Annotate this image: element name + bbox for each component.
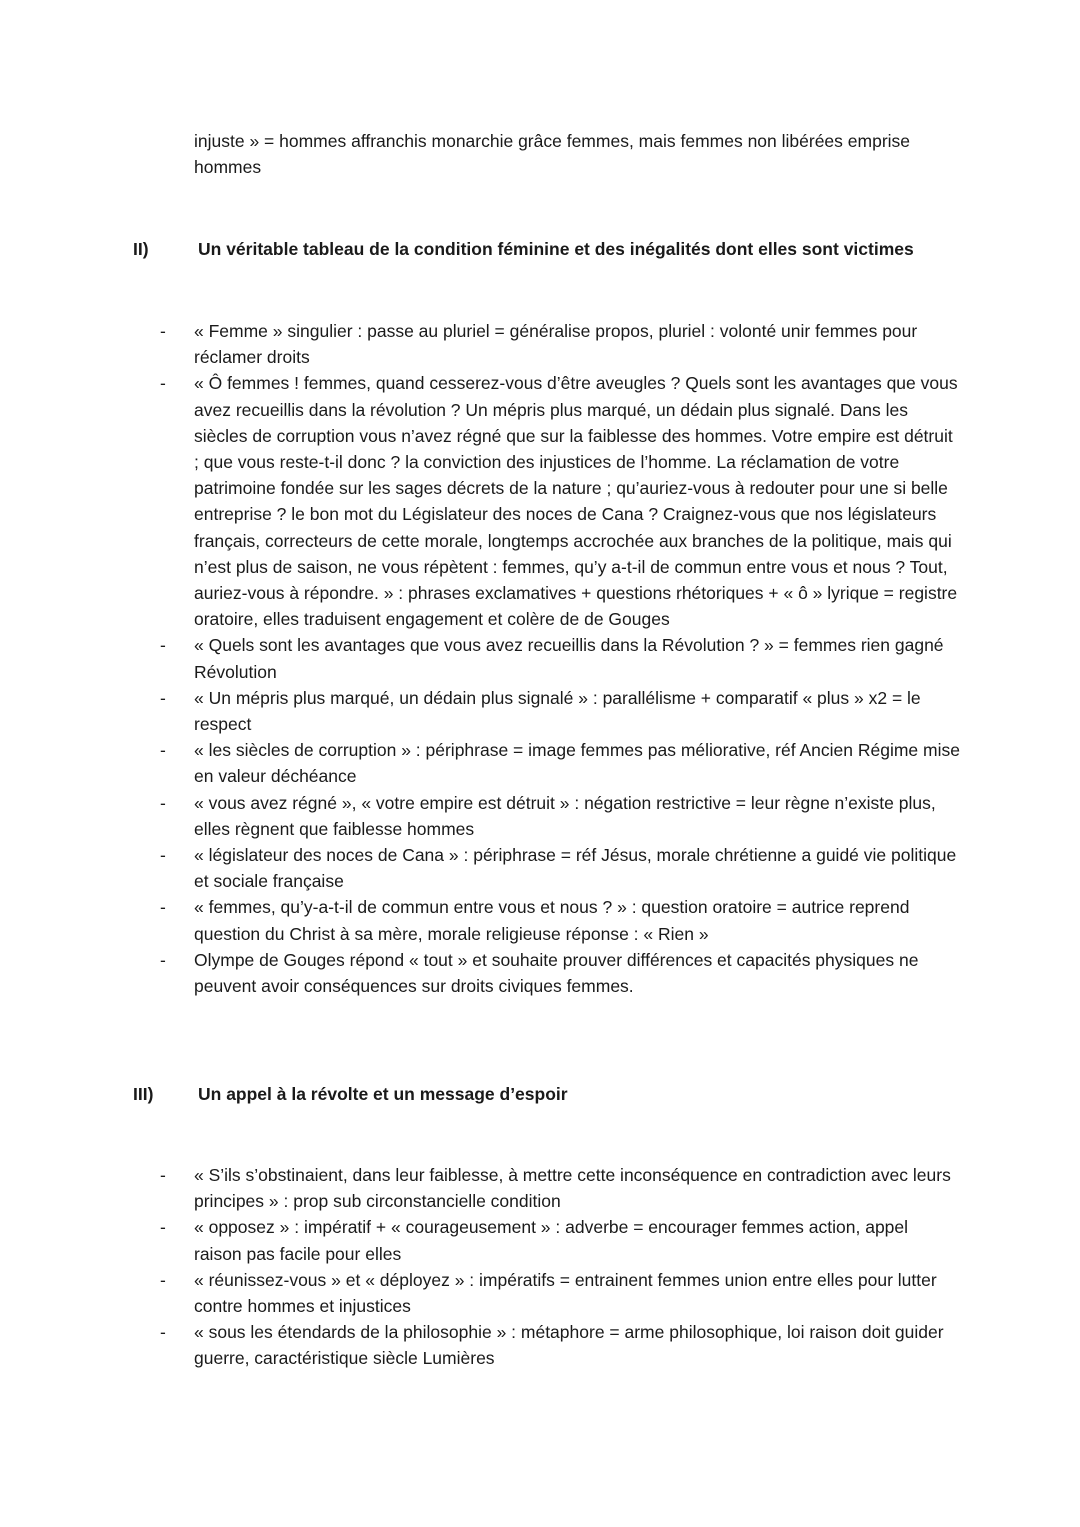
list-item: [150, 894, 960, 946]
bullet-dash: -: [160, 845, 166, 866]
list-item-text: « sous les étendards de la philosophie » : métaphore = arme philosophique, loi raison doit guider guerre, caractéristique siècle Lumières: [194, 1322, 944, 1369]
list-item: [150, 1267, 960, 1319]
list-item-text: « Ô femmes ! femmes, quand cesserez-vous d’être aveugles ? Quels sont les avantages que vous avez recueillis dans la révolution ? Un mépris plus marqué, un dédain plus signalé. Dans les siècles de corruption vous n’avez régné que sur la faiblesse des hommes. Votre empire est détruit ; que vous reste-t-il donc ? la conviction des injustices de l’homme. La réclamation de votre patrimoine fondée sur les sages décrets de la nature ; qu’auriez-vous à redouter pour une si belle entreprise ? le bon mot du Législateur des noces de Cana ? Craignez-vous que nos législateurs français, correcteurs de cette morale, longtemps accrochée aux branches de la politique, mais qui n’est plus de saison, ne vous répètent : femmes, qu’y a-t-il de commun entre vous et nous ? Tout, auriez-vous à répondre. » : phrases exclamatives + questions rhétoriques + « ô » lyrique = registre oratoire, elles traduisent engagement et colère de de Gouges: [194, 373, 958, 630]
bullet-dash: -: [160, 321, 166, 341]
bullet-list-section-3: [150, 1162, 960, 1372]
list-item: [150, 1214, 960, 1266]
intro-paragraph: injuste » = hommes affranchis monarchie grâce femmes, mais femmes non libérées emprise hommes: [194, 131, 911, 178]
bullet-dash: -: [160, 687, 166, 708]
list-item: [150, 1319, 960, 1371]
bullet-dash: -: [160, 792, 166, 813]
list-item: [150, 1162, 960, 1214]
list-item-text: « réunissez-vous » et « déployez » : impératifs = entrainent femmes union entre elles pour lutter contre hommes et injustices: [194, 1269, 937, 1317]
section-number: III): [133, 1084, 154, 1104]
list-item: [150, 947, 960, 999]
list-item-text: « législateur des noces de Cana » : périphrase = réf Jésus, morale chrétienne a guidé vie politique et sociale française: [194, 845, 957, 892]
list-item-text: « Un mépris plus marqué, un dédain plus signalé » : parallélisme + comparatif « plus » x2 = le respect: [194, 687, 921, 735]
bullet-dash: -: [160, 635, 166, 656]
list-item: [150, 632, 960, 684]
list-item: [150, 737, 960, 789]
list-item: [150, 685, 960, 737]
bullet-dash: -: [160, 897, 166, 918]
list-item: [150, 370, 960, 632]
bullet-dash: -: [160, 949, 166, 970]
section-title: Un véritable tableau de la condition féminine et des inégalités dont elles sont victimes: [198, 239, 914, 259]
bullet-dash: -: [160, 1269, 166, 1290]
list-item: [150, 318, 960, 370]
list-item-text: « vous avez régné », « votre empire est détruit » : négation restrictive = leur règne n’existe plus, elles règnent que faiblesse hommes: [194, 792, 936, 839]
list-item-text: « Quels sont les avantages que vous avez recueillis dans la Révolution ? » = femmes rien gagné Révolution: [194, 635, 944, 682]
section-number: II): [133, 239, 149, 259]
list-item-text: « opposez » : impératif + « courageusement » : adverbe = encourager femmes action, appel raison pas facile pour elles: [194, 1217, 909, 1264]
list-item-text: « femmes, qu’y-a-t-il de commun entre vous et nous ? » : question oratoire = autrice reprend question du Christ à sa mère, morale religieuse réponse : « Rien »: [194, 897, 910, 944]
list-item-text: « S’ils s’obstinaient, dans leur faiblesse, à mettre cette inconséquence en contradiction avec leurs principes » : prop sub circonstancielle condition: [194, 1165, 951, 1212]
bullet-dash: -: [160, 1165, 166, 1185]
section-title: Un appel à la révolte et un message d’espoir: [198, 1084, 568, 1104]
bullet-list-section-2: [150, 318, 960, 999]
bullet-dash: -: [160, 1322, 166, 1343]
list-item-text: « Femme » singulier : passe au pluriel = généralise propos, pluriel : volonté unir femmes pour réclamer droits: [194, 321, 918, 368]
list-item: [150, 842, 960, 894]
bullet-dash: -: [160, 740, 166, 761]
bullet-dash: -: [160, 373, 166, 394]
list-item: [150, 790, 960, 842]
list-item-text: « les siècles de corruption » : périphrase = image femmes pas méliorative, réf Ancien Régime mise en valeur déchéance: [194, 740, 960, 787]
list-item-text: Olympe de Gouges répond « tout » et souhaite prouver différences et capacités physiques ne peuvent avoir conséquences sur droits civiques femmes.: [194, 949, 919, 997]
bullet-dash: -: [160, 1217, 166, 1238]
